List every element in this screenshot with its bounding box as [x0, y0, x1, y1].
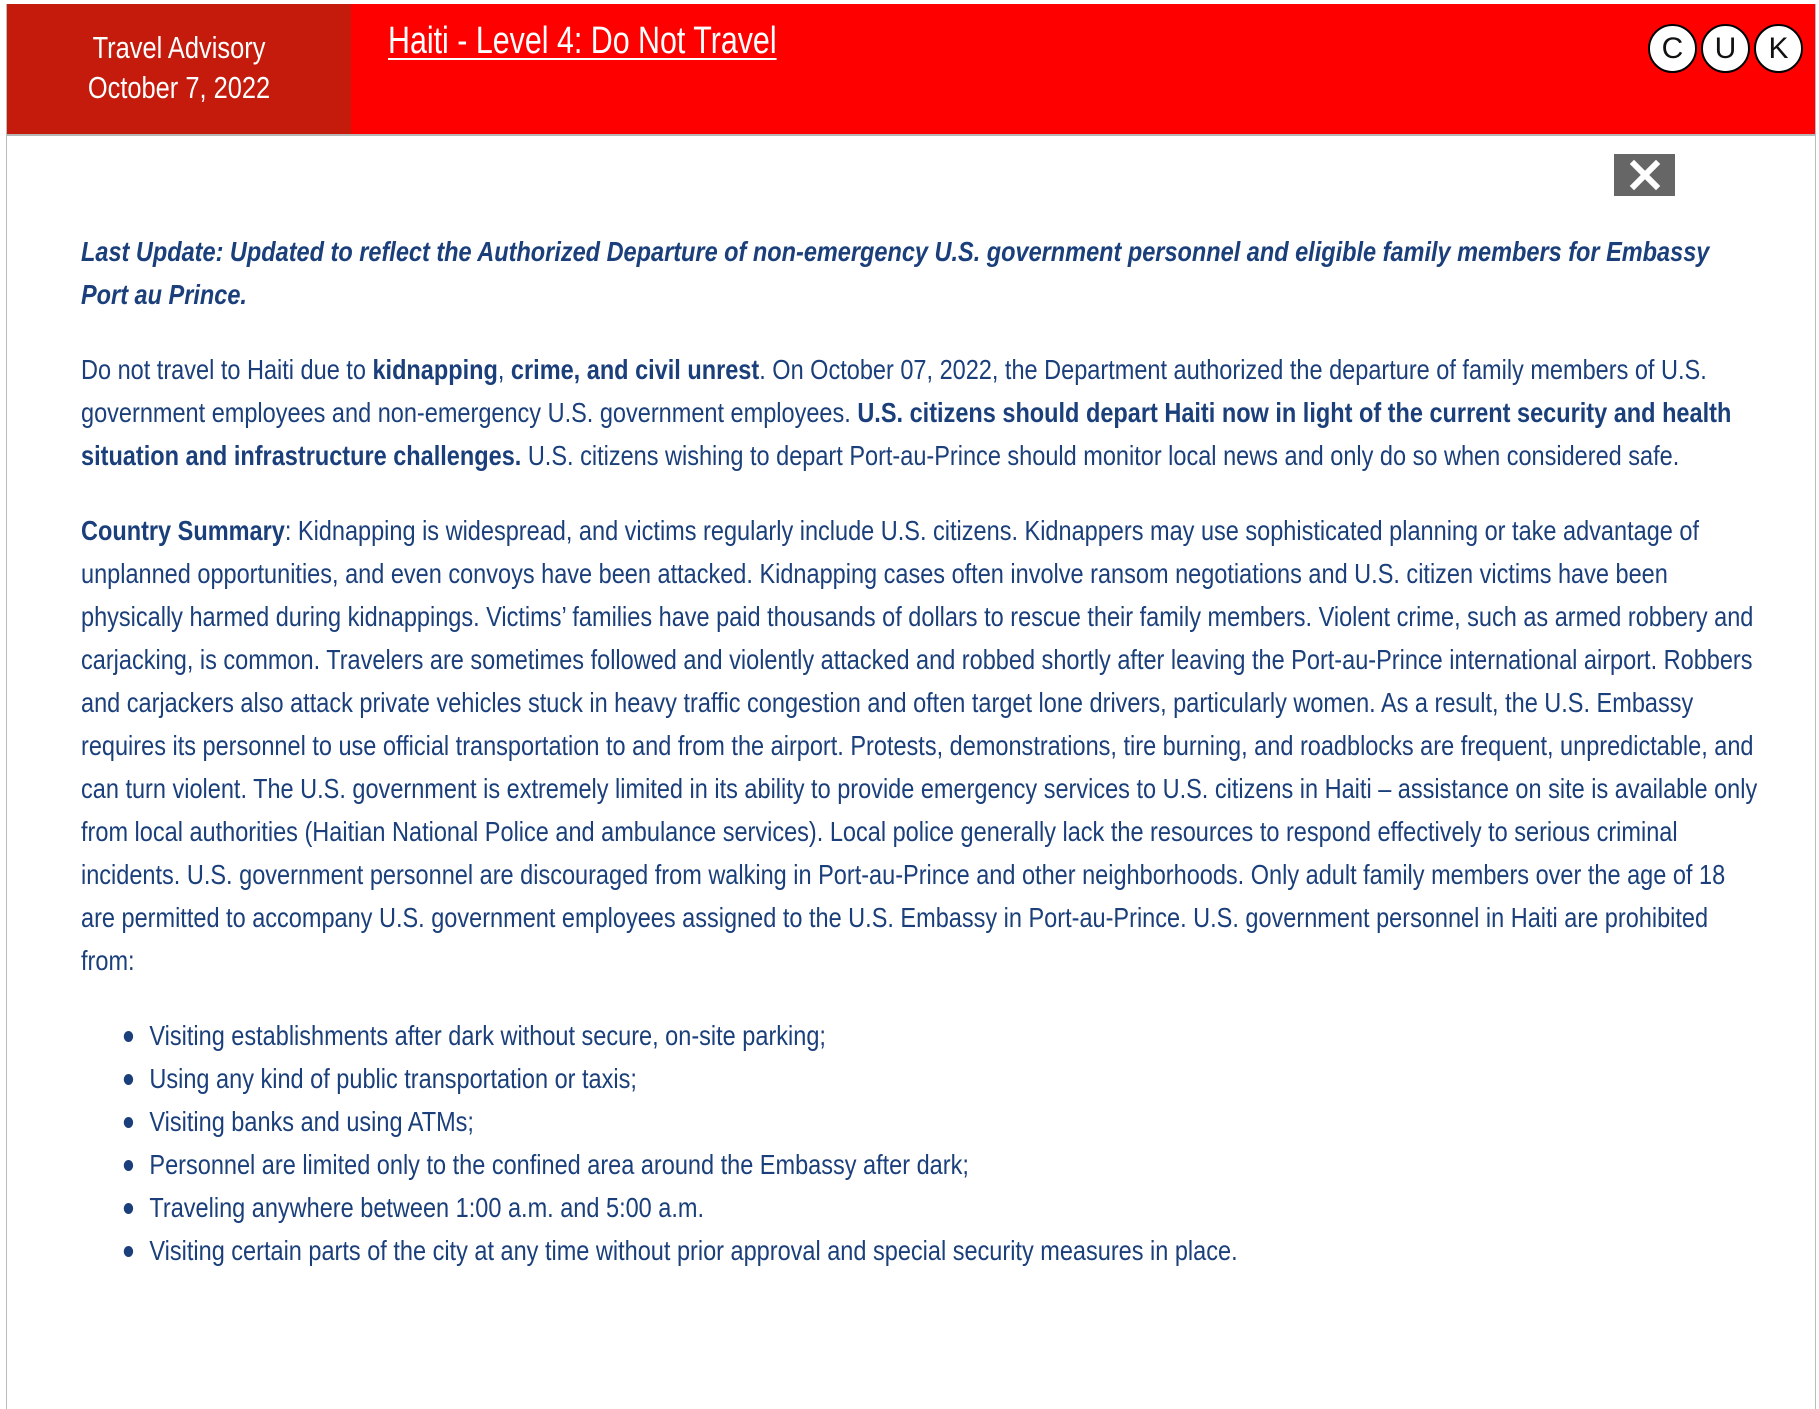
advisory-label-box [7, 4, 351, 134]
last-update-text: Last Update: Updated to reflect the Authorized Departure of non-emergency U.S. government personnel and eligible family members for Embassy Port au Prince. [81, 236, 1710, 310]
close-x-icon [1629, 159, 1661, 191]
text-span: . On October 07, 2022, the Department authorized the departure of family members of U.S. government employees and non-emergency U.S. government employees. [81, 354, 1707, 428]
lang-button-k[interactable]: K [1754, 24, 1803, 73]
prohibitions-list [81, 1014, 1761, 1272]
advisory-header [7, 4, 1815, 136]
country-summary-paragraph [81, 509, 1761, 982]
summary-paragraph [81, 348, 1761, 477]
advisory-date: October 7, 2022 [87, 70, 271, 105]
close-button[interactable] [1614, 154, 1675, 196]
bold-kidnapping: kidnapping [372, 354, 498, 385]
lang-button-u[interactable]: U [1701, 24, 1750, 73]
list-item: Traveling anywhere between 1:00 a.m. and 5:00 a.m. [149, 1186, 1761, 1229]
list-item: Visiting banks and using ATMs; [149, 1100, 1761, 1143]
text-span: Do not travel to Haiti due to [81, 354, 373, 385]
country-summary-heading: Country Summary [81, 515, 285, 546]
country-summary-text: : Kidnapping is widespread, and victims regularly include U.S. citizens. Kidnappers may use sophisticated planning or take advantage of unplanned opportunities, and even convoys have been attacked. Kidnapping cases often involve ransom negotiations and U.S. citizen victims have been physically harmed during kidnappings. Victims’ families have paid thousands of dollars to rescue their family members. Violent crime, such as armed robbery and carjacking, is common. Travelers are sometimes followed and violently attacked and robbed shortly after leaving the Port-au-Prince international airport. Robbers and carjackers also attack private vehicles stuck in heavy traffic congestion and often target lone drivers, particularly women. As a result, the U.S. Embassy requires its personnel to use official transportation to and from the airport. Protests, demonstrations, tire burning, and roadblocks are frequent, unpredictable, and can turn violent. The U.S. government is extremely limited in its ability to provide emergency services to U.S. citizens in Haiti – assistance on site is available only from local authorities (Haitian National Police and ambulance services). Local police generally lack the resources to respond effectively to serious criminal incidents. U.S. government personnel are discouraged from walking in Port-au-Prince and other neighborhoods. Only adult family members over the age of 18 are permitted to accompany U.S. government employees assigned to the U.S. Embassy in Port-au-Prince. U.S. government personnel in Haiti are prohibited from: [81, 515, 1758, 976]
lang-button-c[interactable]: C [1648, 24, 1697, 73]
advisory-panel [6, 4, 1816, 1409]
list-item: Personnel are limited only to the confined area around the Embassy after dark; [149, 1143, 1761, 1186]
text-span: U.S. citizens wishing to depart Port-au-Prince should monitor local news and only do so when considered safe. [521, 440, 1680, 471]
list-item: Using any kind of public transportation or taxis; [149, 1057, 1761, 1100]
bold-depart-warning: U.S. citizens should depart Haiti now in light of the current security and health situation and infrastructure challenges. [81, 397, 1732, 471]
advisory-content [81, 230, 1761, 1272]
bold-crime-unrest: crime, and civil unrest [510, 354, 760, 385]
list-item: Visiting establishments after dark without secure, on-site parking; [149, 1014, 1761, 1057]
advisory-title-link[interactable]: Haiti - Level 4: Do Not Travel [388, 20, 777, 62]
language-buttons [1648, 24, 1803, 73]
text-span: , [497, 354, 511, 385]
advisory-label: Travel Advisory [92, 30, 266, 65]
list-item: Visiting certain parts of the city at any time without prior approval and special security measures in place. [149, 1229, 1761, 1272]
